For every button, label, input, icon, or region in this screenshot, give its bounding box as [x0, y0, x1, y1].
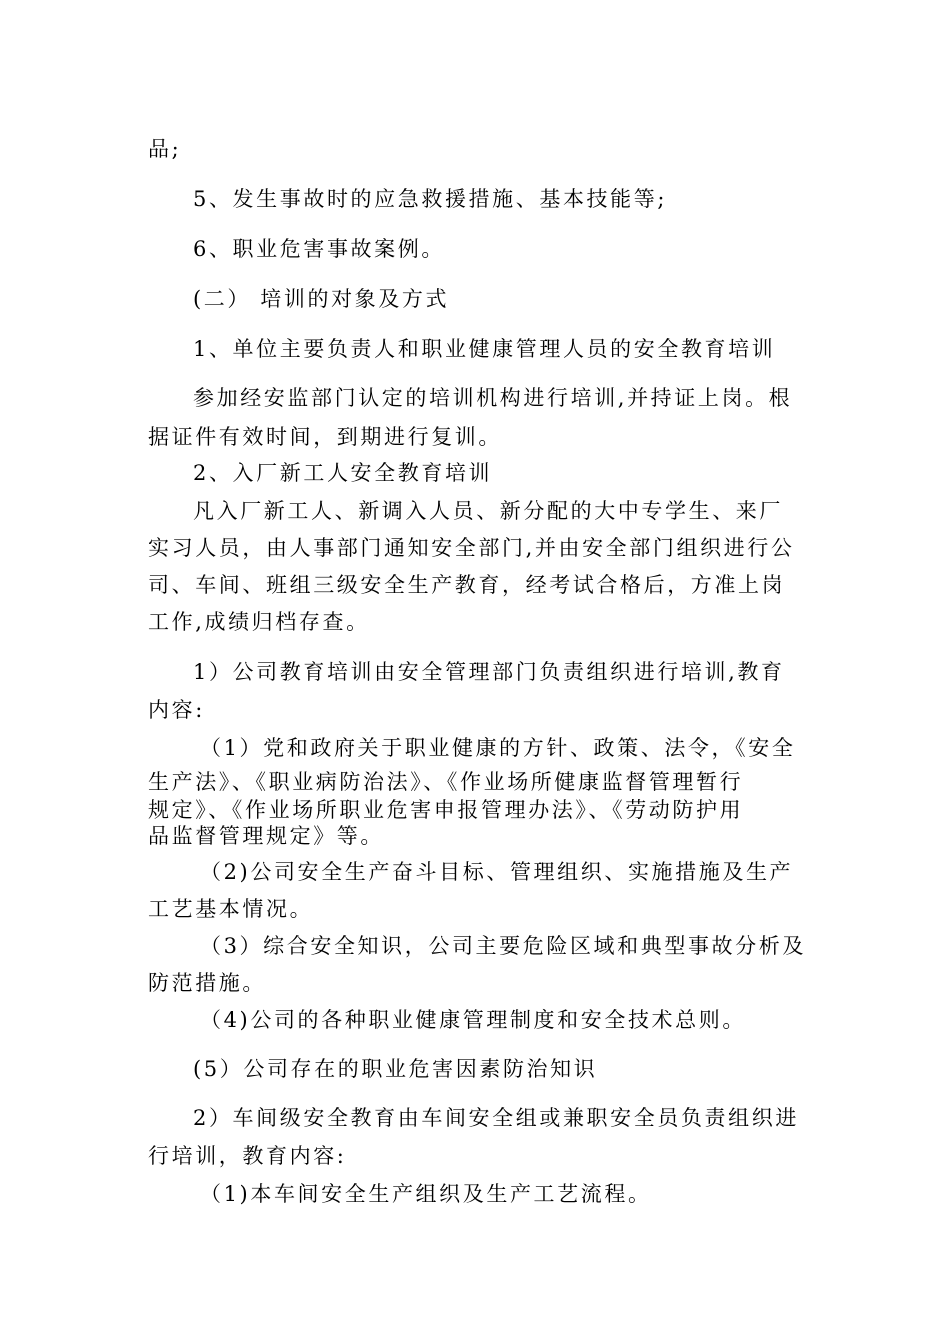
subsection-heading: 1、单位主要负责人和职业健康管理人员的安全教育培训 — [193, 337, 776, 361]
text-line: 6、职业危害事故案例。 — [193, 237, 445, 261]
text-line: 工艺基本情况。 — [148, 897, 314, 921]
section-heading: (二） 培训的对象及方式 — [193, 287, 450, 311]
list-item: （4)公司的各种职业健康管理制度和安全技术总则。 — [200, 1008, 746, 1032]
subsection-heading: 2、入厂新工人安全教育培训 — [193, 461, 493, 485]
text-line: 品监督管理规定》等。 — [148, 824, 384, 848]
text-line: 工作,成绩归档存查。 — [148, 610, 370, 634]
text-line: 行培训，教育内容: — [148, 1144, 347, 1168]
text-line: 5、发生事故时的应急救援措施、基本技能等; — [193, 187, 668, 211]
text-line: 据证件有效时间，到期进行复训。 — [148, 425, 502, 449]
list-item: （3）综合安全知识，公司主要危险区域和典型事故分析及 — [200, 934, 806, 958]
list-item: （1)本车间安全生产组织及生产工艺流程。 — [200, 1182, 652, 1206]
text-line: 规定》、《作业场所职业危害申报管理办法》、《劳动防护用 — [148, 798, 744, 822]
text-line: 生产法》、《职业病防治法》、《作业场所健康监督管理暂行 — [148, 770, 744, 794]
list-item: （1）党和政府关于职业健康的方针、政策、法令，《安全 — [200, 736, 796, 760]
text-line: 2）车间级安全教育由车间安全组或兼职安全员负责组织进 — [193, 1106, 799, 1130]
text-line: 品; — [148, 137, 182, 161]
text-line: 防范措施。 — [148, 971, 266, 995]
text-line: 凡入厂新工人、新调入人员、新分配的大中专学生、来厂 — [193, 499, 783, 523]
text-line: 参加经安监部门认定的培训机构进行培训,并持证上岗。根 — [193, 386, 793, 410]
text-line: 实习人员，由人事部门通知安全部门,并由安全部门组织进行公 — [148, 536, 795, 560]
text-line: 1）公司教育培训由安全管理部门负责组织进行培训,教育 — [193, 660, 785, 684]
list-item: （2)公司安全生产奋斗目标、管理组织、实施措施及生产 — [200, 860, 794, 884]
list-item: (5）公司存在的职业危害因素防治知识 — [193, 1057, 598, 1081]
text-line: 内容: — [148, 698, 205, 722]
text-line: 司、车间、班组三级安全生产教育，经考试合格后，方准上岗 — [148, 573, 786, 597]
